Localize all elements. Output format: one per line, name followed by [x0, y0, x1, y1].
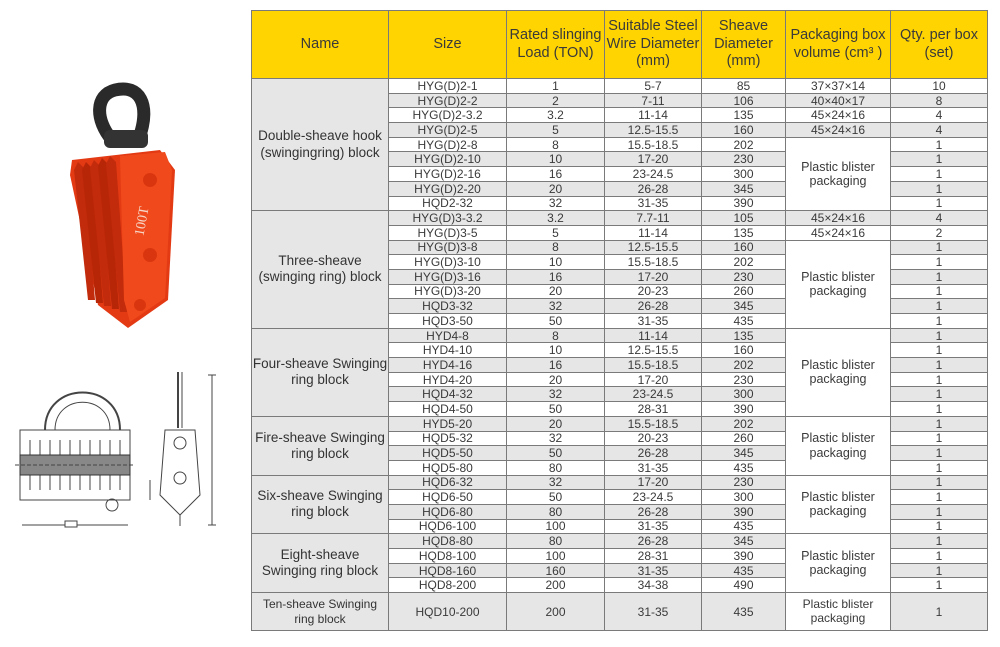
size-cell: HYG(D)3-10 [389, 255, 507, 270]
sheave-diameter-cell: 105 [702, 211, 786, 226]
table-row [252, 211, 988, 226]
sheave-diameter-cell: 345 [702, 299, 786, 314]
sheave-diameter-cell: 435 [702, 460, 786, 475]
load-cell: 8 [507, 240, 605, 255]
load-cell: 32 [507, 431, 605, 446]
load-cell: 20 [507, 181, 605, 196]
qty-cell: 1 [891, 504, 988, 519]
size-cell: HYD5-20 [389, 416, 507, 431]
product-illustration-svg [0, 0, 250, 642]
load-cell: 8 [507, 137, 605, 152]
pulley-block-photo [70, 89, 175, 328]
qty-cell: 10 [891, 79, 988, 94]
sheave-diameter-cell: 135 [702, 225, 786, 240]
wire-diameter-cell: 20-23 [605, 431, 702, 446]
table-row [252, 328, 988, 343]
sheave-diameter-cell: 202 [702, 416, 786, 431]
group-name-cell: Ten-sheave Swinging ring block [252, 593, 389, 631]
load-cell: 80 [507, 460, 605, 475]
header-qty-per-box: Qty. per box (set) [891, 11, 988, 79]
wire-diameter-cell: 26-28 [605, 299, 702, 314]
load-cell: 16 [507, 358, 605, 373]
size-cell: HYG(D)3-5 [389, 225, 507, 240]
size-cell: HYG(D)2-1 [389, 79, 507, 94]
size-cell: HQD6-32 [389, 475, 507, 490]
table-row [252, 593, 988, 631]
box-volume-cell: 45×24×16 [786, 108, 891, 123]
load-cell: 20 [507, 372, 605, 387]
qty-cell: 1 [891, 387, 988, 402]
wire-diameter-cell: 31-35 [605, 196, 702, 211]
load-cell: 10 [507, 343, 605, 358]
size-cell: HQD6-50 [389, 490, 507, 505]
wire-diameter-cell: 31-35 [605, 314, 702, 329]
header-size: Size [389, 11, 507, 79]
wire-diameter-cell: 17-20 [605, 152, 702, 167]
wire-diameter-cell: 11-14 [605, 225, 702, 240]
qty-cell: 4 [891, 108, 988, 123]
load-cell: 16 [507, 167, 605, 182]
sheave-diameter-cell: 160 [702, 240, 786, 255]
size-cell: HQD4-32 [389, 387, 507, 402]
size-cell: HYG(D)3-20 [389, 284, 507, 299]
group-name-cell: Four-sheave Swinging ring block [252, 328, 389, 416]
load-cell: 80 [507, 504, 605, 519]
table-body [252, 79, 988, 631]
box-volume-cell: 37×37×14 [786, 79, 891, 94]
sheave-diameter-cell: 135 [702, 328, 786, 343]
sheave-diameter-cell: 202 [702, 255, 786, 270]
header-name: Name [252, 11, 389, 79]
table-row [252, 534, 988, 549]
load-cell: 32 [507, 196, 605, 211]
sheave-diameter-cell: 435 [702, 314, 786, 329]
box-volume-cell: 45×24×16 [786, 211, 891, 226]
table-header-row [252, 11, 988, 79]
load-cell: 32 [507, 299, 605, 314]
packaging-cell: Plastic blister packaging [786, 328, 891, 416]
group-name-cell: Eight-sheave Swinging ring block [252, 534, 389, 593]
size-cell: HYG(D)3-3.2 [389, 211, 507, 226]
wire-diameter-cell: 31-35 [605, 593, 702, 631]
load-cell: 50 [507, 490, 605, 505]
qty-cell: 1 [891, 475, 988, 490]
sheave-diameter-cell: 160 [702, 343, 786, 358]
wire-diameter-cell: 15.5-18.5 [605, 137, 702, 152]
size-cell: HQD5-32 [389, 431, 507, 446]
load-cell: 50 [507, 314, 605, 329]
sheave-diameter-cell: 85 [702, 79, 786, 94]
wire-diameter-cell: 7-11 [605, 93, 702, 108]
load-cell: 16 [507, 269, 605, 284]
qty-cell: 2 [891, 225, 988, 240]
size-cell: HQD6-80 [389, 504, 507, 519]
sheave-diameter-cell: 300 [702, 167, 786, 182]
wire-diameter-cell: 26-28 [605, 446, 702, 461]
wire-diameter-cell: 34-38 [605, 578, 702, 593]
box-volume-cell: 45×24×16 [786, 123, 891, 138]
qty-cell: 1 [891, 196, 988, 211]
qty-cell: 1 [891, 446, 988, 461]
qty-cell: 1 [891, 328, 988, 343]
qty-cell: 8 [891, 93, 988, 108]
qty-cell: 1 [891, 431, 988, 446]
wire-diameter-cell: 15.5-18.5 [605, 358, 702, 373]
load-cell: 100 [507, 549, 605, 564]
load-cell: 32 [507, 475, 605, 490]
wire-diameter-cell: 23-24.5 [605, 167, 702, 182]
wire-diameter-cell: 12.5-15.5 [605, 123, 702, 138]
qty-cell: 1 [891, 534, 988, 549]
sheave-diameter-cell: 435 [702, 519, 786, 534]
size-cell: HQD4-50 [389, 402, 507, 417]
wire-diameter-cell: 15.5-18.5 [605, 255, 702, 270]
load-cell: 20 [507, 284, 605, 299]
wire-diameter-cell: 17-20 [605, 269, 702, 284]
wire-diameter-cell: 15.5-18.5 [605, 416, 702, 431]
sheave-diameter-cell: 202 [702, 137, 786, 152]
qty-cell: 1 [891, 152, 988, 167]
load-cell: 50 [507, 402, 605, 417]
wire-diameter-cell: 11-14 [605, 108, 702, 123]
technical-drawing-side [150, 372, 216, 526]
qty-cell: 4 [891, 123, 988, 138]
table-row [252, 416, 988, 431]
load-cell: 160 [507, 563, 605, 578]
sheave-diameter-cell: 490 [702, 578, 786, 593]
wire-diameter-cell: 26-28 [605, 534, 702, 549]
wire-diameter-cell: 17-20 [605, 475, 702, 490]
wire-diameter-cell: 12.5-15.5 [605, 240, 702, 255]
wire-diameter-cell: 28-31 [605, 549, 702, 564]
qty-cell: 1 [891, 137, 988, 152]
qty-cell: 1 [891, 593, 988, 631]
qty-cell: 1 [891, 181, 988, 196]
product-label: 100T [132, 205, 153, 238]
packaging-cell: Plastic blister packaging [786, 137, 891, 210]
group-name-cell: Fire-sheave Swinging ring block [252, 416, 389, 475]
size-cell: HYD4-16 [389, 358, 507, 373]
qty-cell: 1 [891, 299, 988, 314]
wire-diameter-cell: 7.7-11 [605, 211, 702, 226]
sheave-diameter-cell: 230 [702, 475, 786, 490]
wire-diameter-cell: 11-14 [605, 328, 702, 343]
size-cell: HYG(D)3-16 [389, 269, 507, 284]
size-cell: HYG(D)2-3.2 [389, 108, 507, 123]
qty-cell: 1 [891, 460, 988, 475]
sheave-diameter-cell: 160 [702, 123, 786, 138]
qty-cell: 1 [891, 167, 988, 182]
wire-diameter-cell: 23-24.5 [605, 387, 702, 402]
qty-cell: 1 [891, 402, 988, 417]
table-row [252, 475, 988, 490]
qty-cell: 1 [891, 519, 988, 534]
sheave-diameter-cell: 345 [702, 534, 786, 549]
qty-cell: 1 [891, 578, 988, 593]
load-cell: 5 [507, 225, 605, 240]
load-cell: 3.2 [507, 108, 605, 123]
load-cell: 3.2 [507, 211, 605, 226]
qty-cell: 1 [891, 416, 988, 431]
sheave-diameter-cell: 300 [702, 490, 786, 505]
size-cell: HQD8-80 [389, 534, 507, 549]
group-name-cell: Double-sheave hook (swingingring) block [252, 79, 389, 211]
packaging-cell: Plastic blister packaging [786, 593, 891, 631]
load-cell: 10 [507, 152, 605, 167]
size-cell: HYG(D)2-10 [389, 152, 507, 167]
qty-cell: 1 [891, 269, 988, 284]
qty-cell: 1 [891, 549, 988, 564]
sheave-diameter-cell: 260 [702, 284, 786, 299]
load-cell: 5 [507, 123, 605, 138]
sheave-diameter-cell: 390 [702, 504, 786, 519]
packaging-cell: Plastic blister packaging [786, 475, 891, 534]
size-cell: HQD3-32 [389, 299, 507, 314]
size-cell: HYG(D)2-2 [389, 93, 507, 108]
wire-diameter-cell: 12.5-15.5 [605, 343, 702, 358]
header-box-volume: Packaging box volume (cm³ ) [786, 11, 891, 79]
size-cell: HYD4-20 [389, 372, 507, 387]
sheave-diameter-cell: 435 [702, 563, 786, 578]
wire-diameter-cell: 5-7 [605, 79, 702, 94]
header-wire-diameter: Suitable Steel Wire Diameter (mm) [605, 11, 702, 79]
qty-cell: 1 [891, 240, 988, 255]
qty-cell: 1 [891, 343, 988, 358]
size-cell: HYG(D)2-16 [389, 167, 507, 182]
spec-table [251, 10, 988, 631]
packaging-cell: Plastic blister packaging [786, 534, 891, 593]
product-illustrations [0, 0, 250, 642]
sheave-diameter-cell: 230 [702, 372, 786, 387]
qty-cell: 1 [891, 490, 988, 505]
size-cell: HYG(D)2-8 [389, 137, 507, 152]
qty-cell: 1 [891, 314, 988, 329]
sheave-diameter-cell: 435 [702, 593, 786, 631]
sheave-diameter-cell: 260 [702, 431, 786, 446]
wire-diameter-cell: 20-23 [605, 284, 702, 299]
wire-diameter-cell: 28-31 [605, 402, 702, 417]
size-cell: HYG(D)3-8 [389, 240, 507, 255]
size-cell: HYD4-10 [389, 343, 507, 358]
sheave-diameter-cell: 390 [702, 402, 786, 417]
size-cell: HQD8-100 [389, 549, 507, 564]
wire-diameter-cell: 23-24.5 [605, 490, 702, 505]
box-volume-cell: 40×40×17 [786, 93, 891, 108]
qty-cell: 4 [891, 211, 988, 226]
qty-cell: 1 [891, 372, 988, 387]
size-cell: HQD2-32 [389, 196, 507, 211]
size-cell: HYG(D)2-20 [389, 181, 507, 196]
load-cell: 10 [507, 255, 605, 270]
size-cell: HQD3-50 [389, 314, 507, 329]
load-cell: 200 [507, 593, 605, 631]
sheave-diameter-cell: 390 [702, 549, 786, 564]
load-cell: 20 [507, 416, 605, 431]
sheave-diameter-cell: 345 [702, 446, 786, 461]
qty-cell: 1 [891, 255, 988, 270]
sheave-diameter-cell: 230 [702, 269, 786, 284]
sheave-diameter-cell: 300 [702, 387, 786, 402]
sheave-diameter-cell: 230 [702, 152, 786, 167]
load-cell: 100 [507, 519, 605, 534]
group-name-cell: Three-sheave (swinging ring) block [252, 211, 389, 329]
size-cell: HQD5-50 [389, 446, 507, 461]
load-cell: 50 [507, 446, 605, 461]
size-cell: HYD4-8 [389, 328, 507, 343]
header-rated-load: Rated slinging Load (TON) [507, 11, 605, 79]
load-cell: 200 [507, 578, 605, 593]
load-cell: 80 [507, 534, 605, 549]
size-cell: HQD8-160 [389, 563, 507, 578]
load-cell: 2 [507, 93, 605, 108]
size-cell: HYG(D)2-5 [389, 123, 507, 138]
load-cell: 1 [507, 79, 605, 94]
sheave-diameter-cell: 345 [702, 181, 786, 196]
sheave-diameter-cell: 135 [702, 108, 786, 123]
header-sheave-diameter: Sheave Diameter (mm) [702, 11, 786, 79]
size-cell: HQD10-200 [389, 593, 507, 631]
load-cell: 32 [507, 387, 605, 402]
qty-cell: 1 [891, 563, 988, 578]
size-cell: HQD6-100 [389, 519, 507, 534]
size-cell: HQD8-200 [389, 578, 507, 593]
qty-cell: 1 [891, 284, 988, 299]
qty-cell: 1 [891, 358, 988, 373]
wire-diameter-cell: 26-28 [605, 181, 702, 196]
wire-diameter-cell: 31-35 [605, 519, 702, 534]
spec-table-container [251, 10, 987, 631]
packaging-cell: Plastic blister packaging [786, 240, 891, 328]
wire-diameter-cell: 31-35 [605, 563, 702, 578]
technical-drawing-front [15, 393, 135, 528]
wire-diameter-cell: 31-35 [605, 460, 702, 475]
load-cell: 8 [507, 328, 605, 343]
group-name-cell: Six-sheave Swinging ring block [252, 475, 389, 534]
sheave-diameter-cell: 390 [702, 196, 786, 211]
table-row [252, 79, 988, 94]
wire-diameter-cell: 17-20 [605, 372, 702, 387]
sheave-diameter-cell: 202 [702, 358, 786, 373]
wire-diameter-cell: 26-28 [605, 504, 702, 519]
sheave-diameter-cell: 106 [702, 93, 786, 108]
size-cell: HQD5-80 [389, 460, 507, 475]
packaging-cell: Plastic blister packaging [786, 416, 891, 475]
box-volume-cell: 45×24×16 [786, 225, 891, 240]
